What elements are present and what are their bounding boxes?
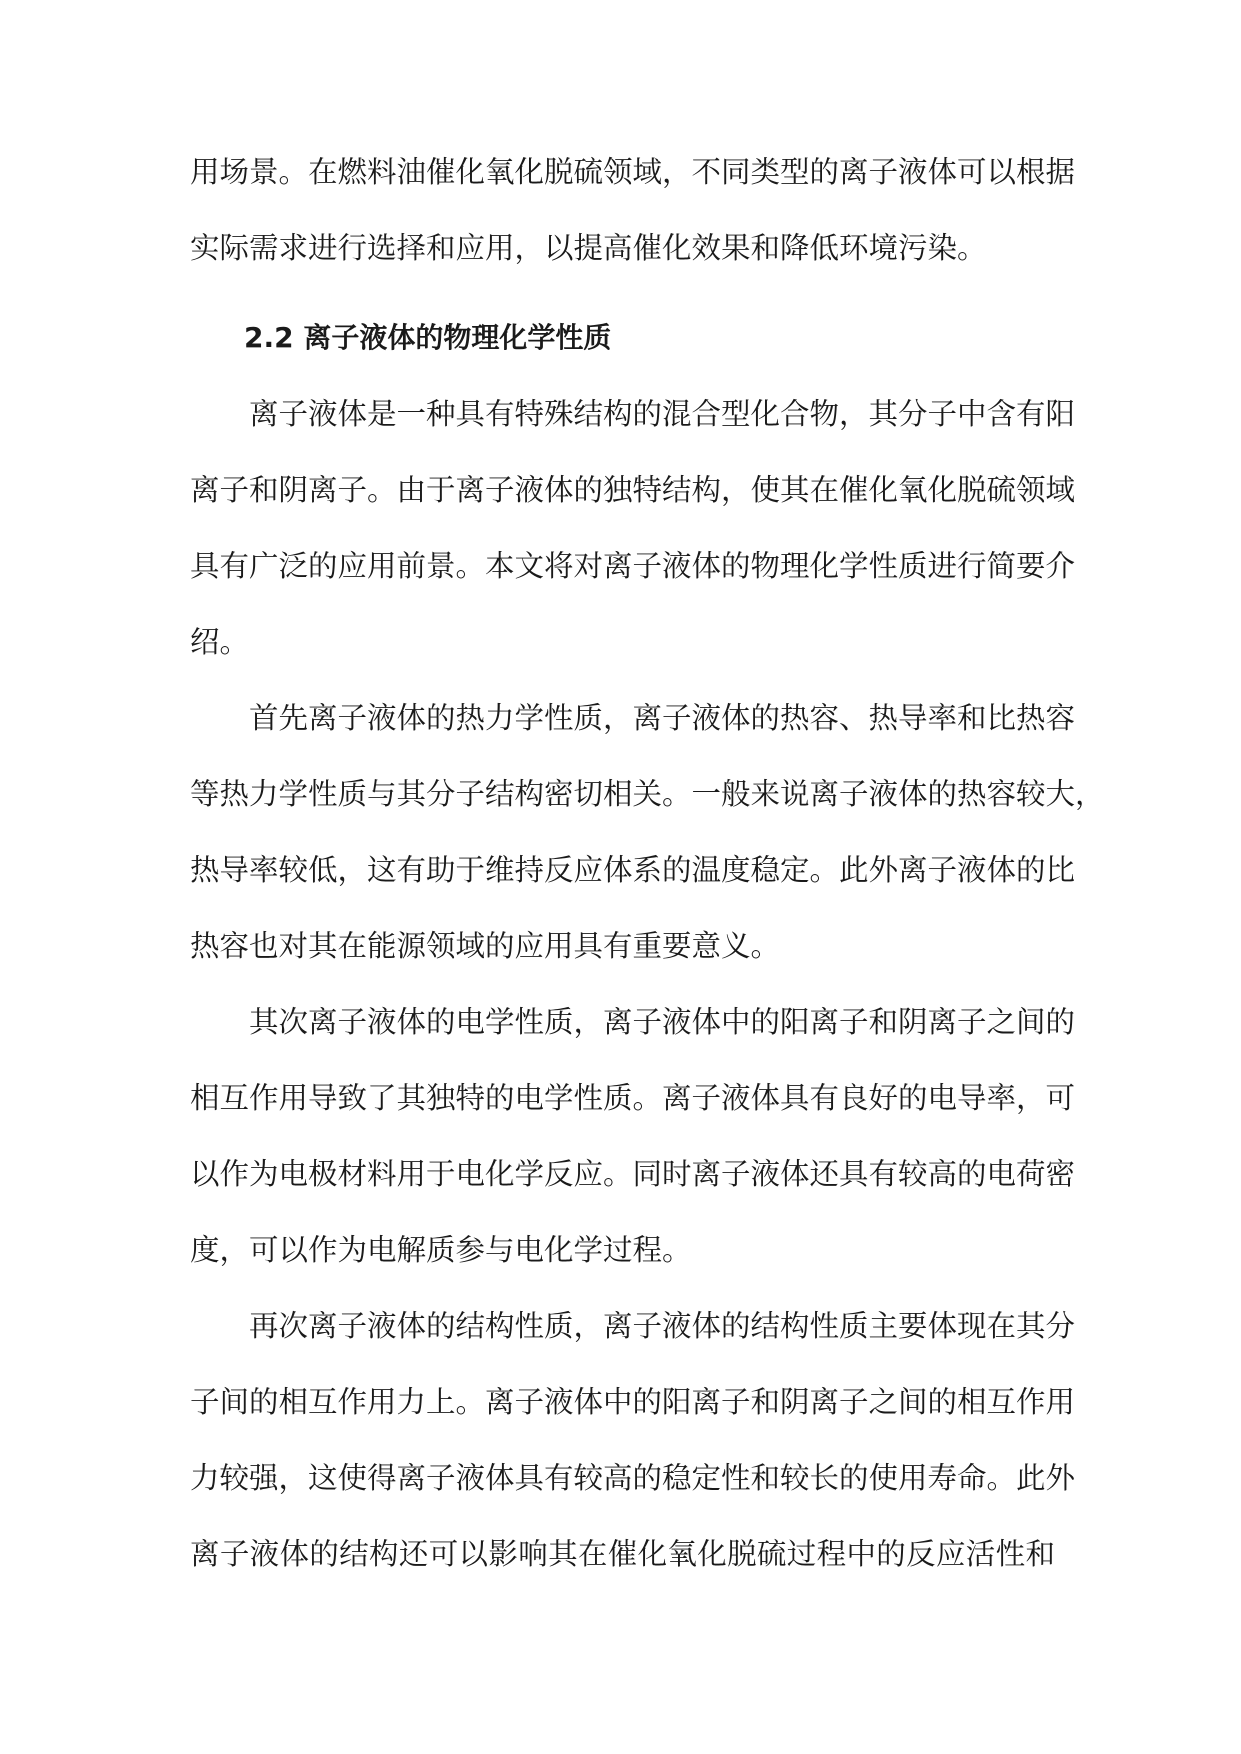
text-line: 具有广泛的应用前景。本文将对离子液体的物理化学性质进行简要介 — [190, 549, 1076, 583]
paragraph-structural-properties — [190, 1302, 1076, 1606]
paragraph-thermal-properties — [190, 694, 1105, 998]
text-line: 力较强，这使得离子液体具有较高的稳定性和较长的使用寿命。此外 — [190, 1461, 1076, 1495]
paragraph-overview — [190, 390, 1076, 694]
text-line: 离子和阴离子。由于离子液体的独特结构，使其在催化氧化脱硫领域 — [190, 473, 1076, 507]
text-line: 再次离子液体的结构性质，离子液体的结构性质主要体现在其分 — [249, 1309, 1076, 1343]
paragraph-electrical-properties — [190, 998, 1076, 1302]
text-line: 离子液体的结构还可以影响其在催化氧化脱硫过程中的反应活性和 — [190, 1537, 1055, 1571]
text-line: 度，可以作为电解质参与电化学过程。 — [190, 1233, 692, 1267]
document-body — [190, 148, 1105, 1606]
text-line: 以作为电极材料用于电化学反应。同时离子液体还具有较高的电荷密 — [190, 1157, 1076, 1191]
text-line: 热容也对其在能源领域的应用具有重要意义。 — [190, 929, 781, 963]
text-line: 绍。 — [190, 625, 250, 659]
text-line: 用场景。在燃料油催化氧化脱硫领域，不同类型的离子液体可以根据 — [190, 155, 1076, 189]
text-line: 首先离子液体的热力学性质，离子液体的热容、热导率和比热容 — [249, 701, 1076, 735]
text-line: 相互作用导致了其独特的电学性质。离子液体具有良好的电导率，可 — [190, 1081, 1076, 1115]
text-line: 实际需求进行选择和应用，以提高催化效果和降低环境污染。 — [190, 231, 987, 265]
text-line: 离子液体是一种具有特殊结构的混合型化合物，其分子中含有阳 — [249, 397, 1076, 431]
text-line: 热导率较低，这有助于维持反应体系的温度稳定。此外离子液体的比 — [190, 853, 1076, 887]
text-line: 子间的相互作用力上。离子液体中的阳离子和阴离子之间的相互作用 — [190, 1385, 1076, 1419]
paragraph-intro-continued — [190, 148, 1076, 300]
text-line: 等热力学性质与其分子结构密切相关。一般来说离子液体的热容较大， — [190, 777, 1105, 811]
text-line: 其次离子液体的电学性质，离子液体中的阳离子和阴离子之间的 — [249, 1005, 1076, 1039]
section-heading: 2.2 离子液体的物理化学性质 — [244, 321, 612, 354]
